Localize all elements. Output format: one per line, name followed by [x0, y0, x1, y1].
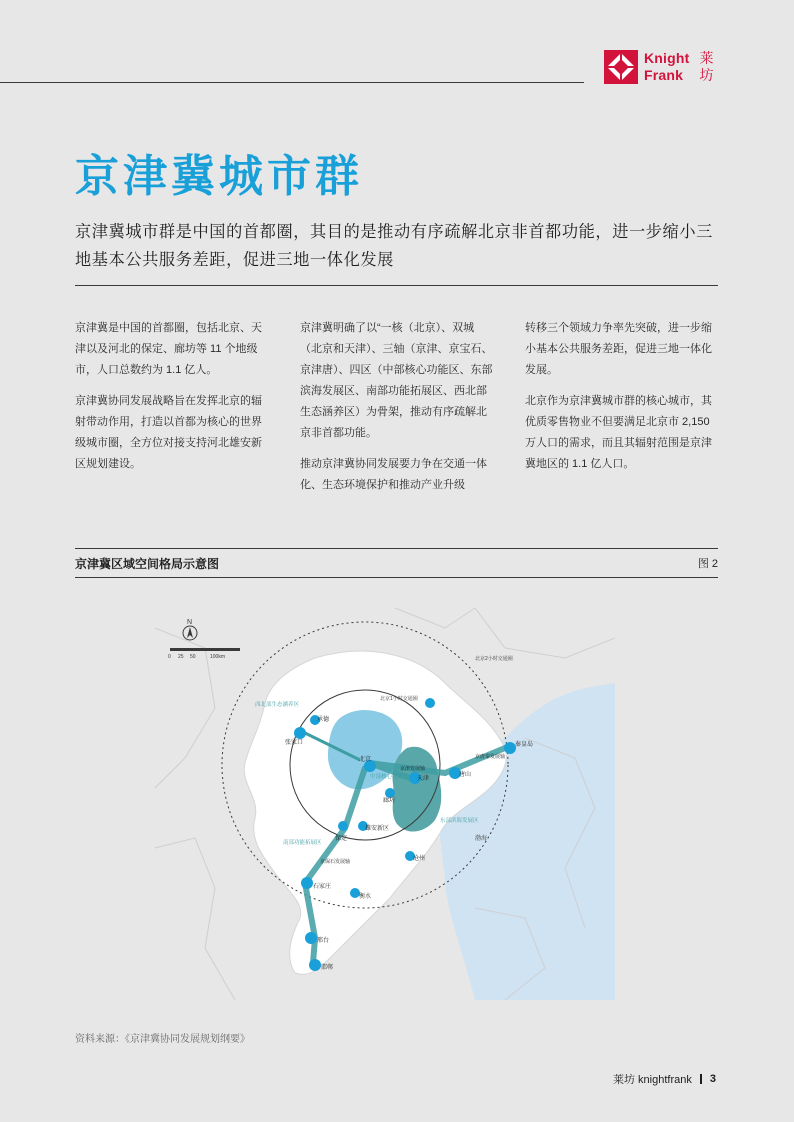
- footer-text: 莱坊 knightfrank: [613, 1074, 692, 1086]
- scale-bar: [170, 648, 240, 651]
- zone-label: 西北部生态涵养区: [255, 702, 300, 708]
- logo-chinese: [700, 50, 714, 84]
- column-paragraph: 推动京津冀协同发展要力争在交通一体化、生态环境保护和推动产业升级: [300, 458, 487, 491]
- scale-label: 25: [178, 654, 184, 660]
- city-label: 邢台: [317, 938, 330, 944]
- city-label: 衡水: [359, 894, 372, 900]
- knight-frank-logo[interactable]: [604, 50, 714, 84]
- footer-divider: [700, 1074, 702, 1084]
- city-label: 沧州: [413, 856, 426, 862]
- sea-label: 渤海: [475, 836, 488, 842]
- header-rule: [0, 82, 584, 83]
- figure-header: [75, 548, 718, 578]
- zone-label: 南部功能拓展区: [283, 840, 322, 846]
- axis-label: 京唐秦发展轴: [475, 754, 506, 760]
- region-map: [145, 588, 615, 1000]
- city-label: 天津: [417, 776, 430, 782]
- scale-label: 100km: [210, 654, 226, 660]
- axis-label: 京保石发展轴: [320, 859, 351, 865]
- source-note: 资料来源：《京津冀协同发展规划纲要》: [75, 1034, 250, 1045]
- logo-word-frank: Frank: [644, 67, 684, 83]
- city-label: 廊坊: [383, 798, 396, 804]
- logo-cn-1: 莱: [699, 50, 714, 66]
- column-paragraph: 京津冀协同发展战略旨在发挥北京的辐射带动作用，打造以首都为核心的世界级城市圈，全方位对接支持河北雄安新区规划建设。: [75, 395, 262, 470]
- knight-frank-logo-icon: [604, 50, 638, 84]
- column-paragraph: 转移三个领域力争率先突破，进一步缩小基本公共服务差距，促进三地一体化发展。: [525, 322, 712, 376]
- ring-label: 北京1小时交通圈: [380, 696, 418, 702]
- city-label: 唐山: [459, 772, 472, 778]
- text-column-1: [75, 318, 270, 485]
- city-label: 雄安新区: [365, 826, 390, 832]
- logo-cn-2: 坊: [699, 67, 714, 83]
- page-title: 京津冀城市群: [75, 152, 363, 201]
- text-column-3: [525, 318, 720, 485]
- page-number: 3: [709, 1073, 716, 1085]
- north-label: N: [187, 619, 193, 626]
- column-paragraph: 京津冀是中国的首都圈，包括北京、天津以及河北的保定、廊坊等 11 个地级市，人口总数约为 1.1 亿人。: [75, 322, 262, 376]
- scale-label: 50: [190, 654, 196, 660]
- figure-number: 图 2: [697, 558, 718, 570]
- axis-label: 京津发展轴: [400, 766, 426, 772]
- text-column-2: [300, 318, 495, 506]
- zone-label: 中部核心功能区: [370, 774, 409, 780]
- intro-rule: [75, 285, 718, 286]
- city-label: 石家庄: [313, 884, 332, 890]
- column-paragraph: 京津冀明确了以“一核（北京）、双城（北京和天津）、三轴（京津、京宝石、京津唐）、四区（中部核心功能区、东部滨海发展区、南部功能拓展区、西北部生态涵养区）为骨架，推动有序疏解北京非首都功能。: [300, 322, 493, 439]
- page-footer: [613, 1071, 716, 1087]
- figure-title: 京津冀区域空间格局示意图: [75, 556, 220, 571]
- ring-label: 北京2小时交通圈: [475, 656, 513, 662]
- city-label: 张家口: [285, 740, 304, 746]
- column-paragraph: 北京作为京津冀城市群的核心城市，其优质零售物业不但要满足北京市 2,150 万人口的需求，而且其辐射范围是京津冀地区的 1.1 亿人口。: [525, 395, 712, 470]
- intro-paragraph: 京津冀城市群是中国的首都圈，其目的是推动有序疏解北京非首都功能，进一步缩小三地基本公共服务差距，促进三地一体化发展: [75, 223, 713, 269]
- scale-label: 0: [168, 654, 171, 660]
- city-label: 邯郸: [321, 965, 334, 971]
- city-label: 保定: [335, 836, 348, 842]
- city-label: 承德: [317, 717, 330, 723]
- zone-label: 东部滨海发展区: [440, 818, 479, 824]
- city-label: 北京: [359, 757, 372, 763]
- logo-word-knight: Knight: [644, 50, 690, 66]
- city-label: 秦皇岛: [515, 742, 534, 748]
- north-arrow: [183, 626, 197, 640]
- logo-wordmark: [644, 50, 690, 84]
